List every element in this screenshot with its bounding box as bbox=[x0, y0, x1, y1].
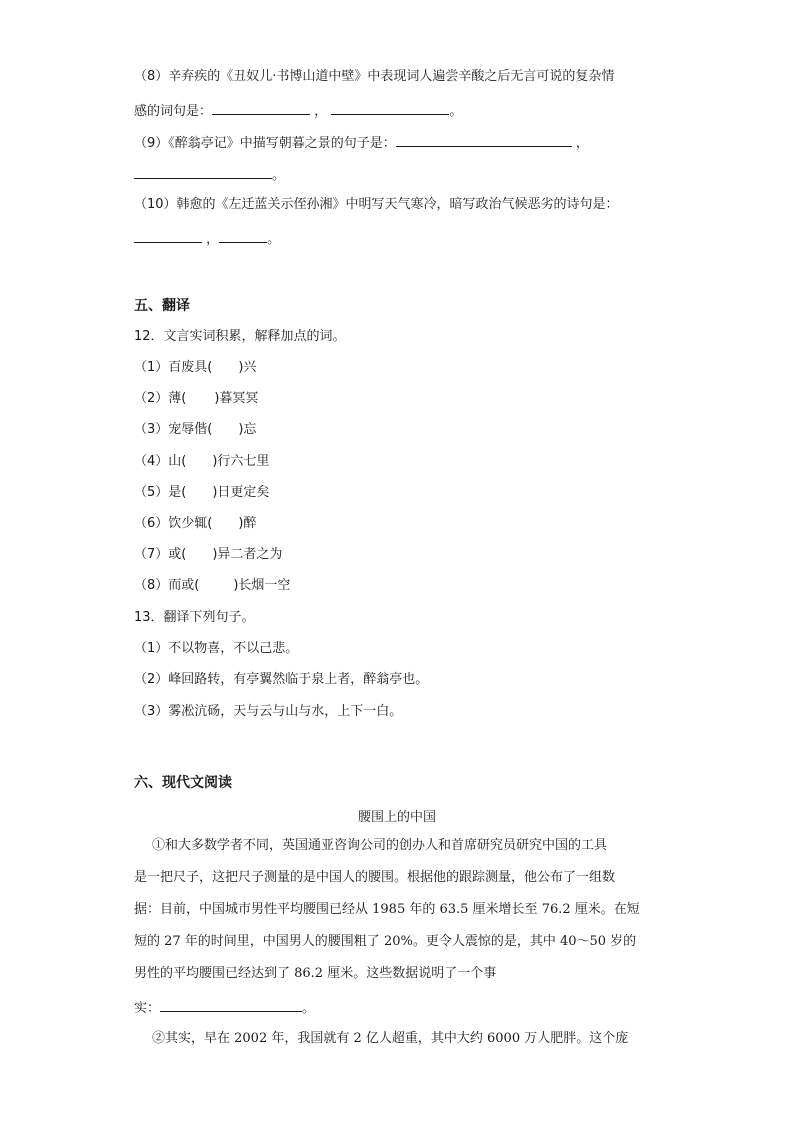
question-13: 13．翻译下列句子。 bbox=[134, 610, 255, 625]
vocab-item-text: （3）宠辱偕( bbox=[134, 422, 213, 437]
answer-blank-article[interactable] bbox=[160, 997, 302, 1012]
period: 。 bbox=[302, 1001, 316, 1016]
vocab-item-6 bbox=[134, 515, 256, 533]
article-title: 腰围上的中国 bbox=[357, 810, 436, 825]
comma: ， bbox=[314, 104, 328, 119]
answer-blank-9b[interactable] bbox=[134, 164, 272, 179]
question-9-line1 bbox=[134, 132, 589, 153]
vocab-item-text: )忘 bbox=[238, 422, 257, 437]
vocab-item-text: （7）或( bbox=[134, 547, 187, 562]
paragraph-1-line1: ①和大多数学者不同，英国通亚咨询公司的创办人和首席研究员研究中国的工具 bbox=[152, 838, 608, 853]
answer-blank-8a[interactable] bbox=[212, 100, 310, 115]
vocab-item-1 bbox=[134, 359, 256, 377]
vocab-item-3 bbox=[134, 421, 256, 439]
vocab-item-text: （1）百废具( bbox=[134, 360, 213, 375]
vocab-item-text: （5）是( bbox=[134, 485, 187, 500]
answer-blank-10a[interactable] bbox=[134, 228, 202, 243]
answer-blank-10b[interactable] bbox=[219, 228, 267, 243]
vocab-item-text: )异二者之为 bbox=[212, 547, 283, 562]
vocab-item-7 bbox=[134, 546, 282, 564]
question-10-line1: （10）韩愈的《左迁蓝关示侄孙湘》中明写天气寒冷，暗写政治气候恶劣的诗句是： bbox=[134, 197, 619, 212]
vocab-item-4 bbox=[134, 453, 269, 471]
period: 。 bbox=[267, 232, 281, 247]
vocab-item-text: )醉 bbox=[238, 516, 257, 531]
sentence-2: （2）峰回路转，有亭翼然临于泉上者，醉翁亭也。 bbox=[134, 672, 429, 687]
sentence-3: （3）雾凇沆砀，天与云与山与水，上下一白。 bbox=[134, 704, 403, 719]
vocab-item-8 bbox=[134, 577, 290, 595]
vocab-item-text: )长烟一空 bbox=[233, 578, 291, 593]
answer-blank-8b[interactable] bbox=[331, 100, 449, 115]
vocab-item-text: )兴 bbox=[238, 360, 257, 375]
paragraph-1-line5: 男性的平均腰围已经达到了 86.2 厘米。这些数据说明了一个事 bbox=[134, 966, 497, 981]
vocab-item-5 bbox=[134, 484, 269, 502]
question-8-line1: （8）辛弃疾的《丑奴儿·书博山道中壁》中表现词人遍尝辛酸之后无言可说的复杂情 bbox=[134, 69, 615, 84]
paragraph-2-line1: ②其实，早在 2002 年，我国就有 2 亿人超重，其中大约 6000 万人肥胖。这个庞 bbox=[152, 1031, 629, 1046]
period: 。 bbox=[449, 104, 463, 119]
question-9-line2 bbox=[134, 164, 285, 185]
paragraph-1-line3: 据：目前，中国城市男性平均腰围已经从 1985 年的 63.5 厘米增长至 76.2 厘米。在短 bbox=[134, 902, 640, 917]
question-8-prefix: 感的词句是： bbox=[134, 104, 213, 119]
section-5-heading: 五、翻译 bbox=[134, 298, 190, 314]
section-6-heading: 六、现代文阅读 bbox=[134, 775, 232, 791]
vocab-item-text: )行六七里 bbox=[212, 454, 270, 469]
vocab-item-text: )日更定矣 bbox=[212, 485, 270, 500]
paragraph-1-line2: 是一把尺子，这把尺子测量的是中国人的腰围。根据他的跟踪测量，他公布了一组数 bbox=[134, 870, 616, 885]
comma: ， bbox=[206, 232, 220, 247]
question-12: 12．文言实词积累，解释加点的词。 bbox=[134, 329, 346, 344]
answer-blank-9a[interactable] bbox=[396, 132, 572, 147]
vocab-item-text: （6）饮少辄( bbox=[134, 516, 213, 531]
vocab-item-text: （8）而或( bbox=[134, 578, 200, 593]
question-8-line2 bbox=[134, 100, 462, 121]
paragraph-1-line4: 短的 27 年的时间里，中国男人的腰围粗了 20%。更令人震惊的是，其中 40～50 岁的 bbox=[134, 934, 637, 949]
comma: ， bbox=[575, 136, 589, 151]
sentence-1: （1）不以物喜，不以己悲。 bbox=[134, 641, 299, 656]
paragraph-1-line6 bbox=[134, 997, 315, 1018]
question-9-text: （9）《醉翁亭记》中描写朝暮之景的句子是： bbox=[134, 136, 396, 151]
vocab-item-text: （4）山( bbox=[134, 454, 187, 469]
vocab-item-text: （2）薄( bbox=[134, 391, 187, 406]
vocab-item-text: )暮冥冥 bbox=[214, 391, 259, 406]
paragraph-1-prefix: 实： bbox=[134, 1001, 161, 1016]
period: 。 bbox=[272, 168, 286, 183]
vocab-item-2 bbox=[134, 390, 258, 408]
question-10-line2 bbox=[134, 228, 280, 249]
